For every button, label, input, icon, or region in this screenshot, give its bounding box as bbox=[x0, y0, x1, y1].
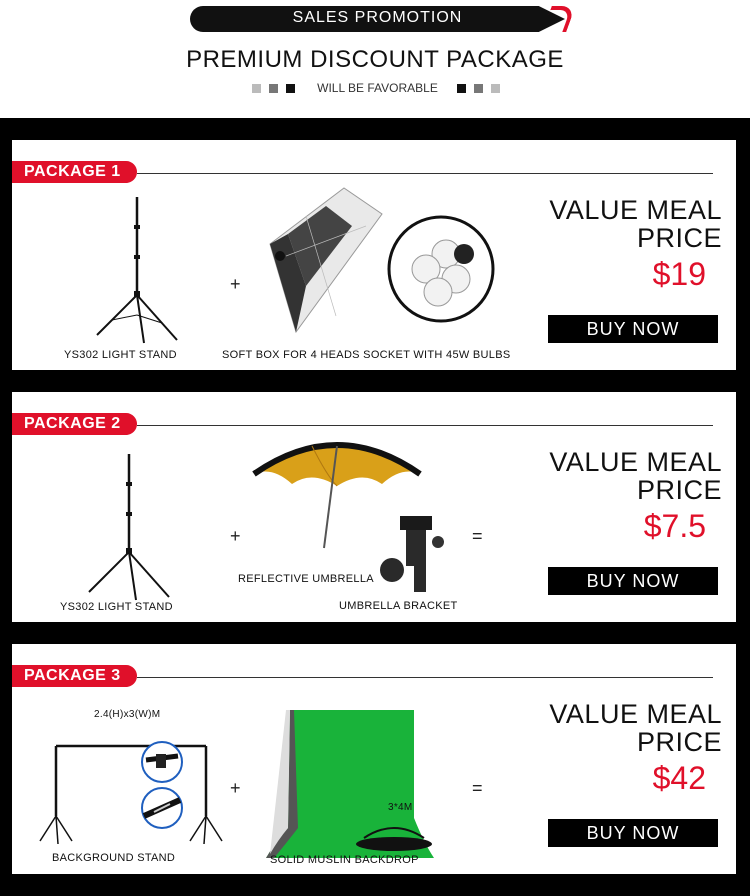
page-title: PREMIUM DISCOUNT PACKAGE bbox=[186, 46, 564, 73]
plus-sign: + bbox=[230, 274, 241, 294]
subtitle: WILL BE FAVORABLE bbox=[317, 81, 438, 95]
socket-icon bbox=[386, 214, 496, 324]
price-amount: $42 bbox=[652, 760, 706, 796]
divider bbox=[137, 677, 713, 678]
background-stand-icon bbox=[36, 726, 226, 846]
equals-sign: = bbox=[472, 526, 483, 546]
buy-now-button[interactable]: BUY NOW bbox=[548, 315, 718, 343]
item-caption: SOLID MUSLIN BACKDROP bbox=[270, 854, 419, 866]
price-box bbox=[532, 196, 722, 292]
decor-square bbox=[252, 84, 261, 93]
light-stand-icon bbox=[92, 195, 182, 345]
sales-promotion-banner bbox=[190, 6, 565, 32]
divider bbox=[137, 425, 713, 426]
value-meal-label: VALUE MEAL bbox=[549, 195, 722, 225]
decor-square bbox=[286, 84, 295, 93]
dimension-label: 2.4(H)x3(W)M bbox=[94, 709, 161, 720]
price-label: PRICE bbox=[636, 727, 722, 757]
package-label: PACKAGE 1 bbox=[12, 161, 137, 183]
price-label: PRICE bbox=[636, 223, 722, 253]
package-label: PACKAGE 2 bbox=[12, 413, 137, 435]
item-caption: UMBRELLA BRACKET bbox=[339, 600, 458, 612]
plus-sign: + bbox=[230, 778, 241, 798]
softbox-icon bbox=[266, 186, 386, 336]
decor-square bbox=[491, 84, 500, 93]
backdrop-icon bbox=[264, 708, 434, 858]
price-amount: $19 bbox=[652, 256, 706, 292]
item-caption: REFLECTIVE UMBRELLA bbox=[238, 573, 374, 585]
item-caption: BACKGROUND STAND bbox=[52, 852, 176, 864]
packages-section bbox=[0, 118, 750, 896]
price-label: PRICE bbox=[636, 475, 722, 505]
decor-square bbox=[457, 84, 466, 93]
joint-detail-icon bbox=[140, 786, 184, 830]
clamp-detail-icon bbox=[140, 740, 184, 784]
size-label: 3*4M bbox=[388, 802, 413, 813]
light-stand-icon bbox=[84, 452, 174, 602]
value-meal-label: VALUE MEAL bbox=[549, 699, 722, 729]
equals-sign: = bbox=[472, 778, 483, 798]
package-card-3 bbox=[12, 644, 736, 874]
item-caption: YS302 LIGHT STAND bbox=[64, 349, 177, 361]
decor-square bbox=[474, 84, 483, 93]
plus-sign: + bbox=[230, 526, 241, 546]
bracket-icon bbox=[378, 514, 448, 594]
price-box bbox=[532, 448, 722, 544]
banner-text: SALES PROMOTION bbox=[292, 9, 463, 26]
divider bbox=[137, 173, 713, 174]
value-meal-label: VALUE MEAL bbox=[549, 447, 722, 477]
package-card-1 bbox=[12, 140, 736, 370]
package-label: PACKAGE 3 bbox=[12, 665, 137, 687]
item-caption: YS302 LIGHT STAND bbox=[60, 601, 173, 613]
item-caption: SOFT BOX FOR 4 HEADS SOCKET WITH 45W BULBS bbox=[222, 349, 511, 361]
price-amount: $7.5 bbox=[643, 508, 706, 544]
buy-now-button[interactable]: BUY NOW bbox=[548, 819, 718, 847]
package-card-2 bbox=[12, 392, 736, 622]
buy-now-button[interactable]: BUY NOW bbox=[548, 567, 718, 595]
price-box bbox=[532, 700, 722, 796]
decor-square bbox=[269, 84, 278, 93]
subtitle-row bbox=[0, 81, 750, 95]
